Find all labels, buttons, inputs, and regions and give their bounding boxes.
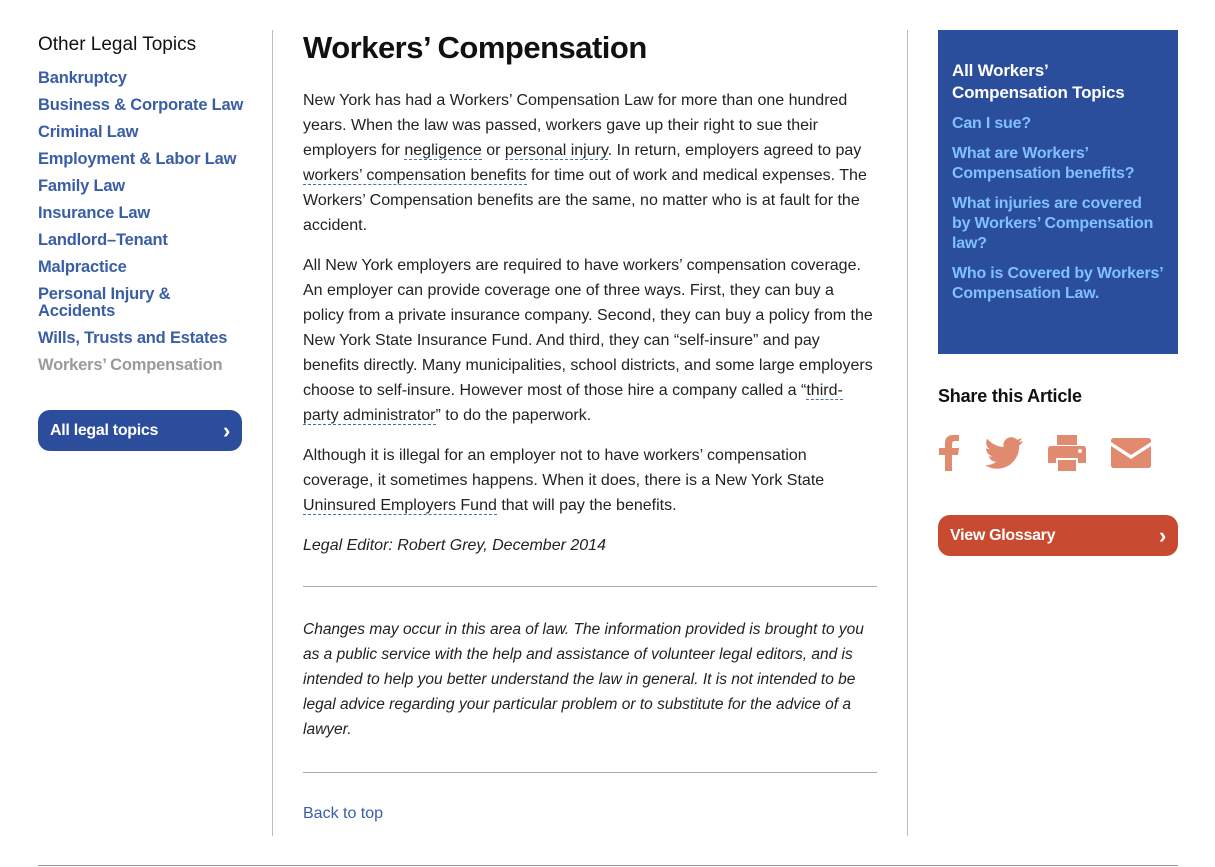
legal-editor-credit: Legal Editor: Robert Grey, December 2014 [303,537,606,554]
paragraph-3 [303,443,878,518]
twitter-icon[interactable] [985,437,1023,469]
sidebar-item-insurance-law[interactable]: Insurance Law [38,204,151,222]
glossary-link-workers-compensation-benefits[interactable]: workers’ compensation benefits [303,167,527,184]
paragraph-2 [303,253,878,428]
glossary-link-third-party-administrator[interactable]: third-party administrator [303,382,843,424]
glossary-link-personal-injury[interactable]: personal injury [504,142,608,159]
chevron-right-icon: › [1158,522,1166,548]
chevron-right-icon: › [222,417,230,443]
text: ” to do the paperwork. [435,407,592,424]
sidebar-item-workers-compensation: Workers’ Compensation [38,356,223,374]
workers-comp-topics-box [938,30,1178,354]
topic-link-who-is-covered[interactable]: Who is Covered by Workers’ Compensation Law. [952,265,1163,302]
text: or [481,142,505,159]
glossary-link-negligence[interactable]: negligence [404,142,482,159]
paragraph-1 [303,88,878,238]
topic-list [38,70,248,374]
topic-link-can-i-sue[interactable]: Can I sue? [952,115,1031,132]
sidebar-item-business-corporate-law[interactable]: Business & Corporate Law [38,96,244,114]
view-glossary-button[interactable] [938,515,1178,556]
all-legal-topics-button[interactable] [38,410,242,451]
text: . In return, employers agreed to pay [607,142,862,159]
disclaimer: Changes may occur in this area of law. The information provided is brought to you as a public service with the help and assistance of volunteer legal editors, and is intended to help you better understand the law in general. It is not intended to be legal advice regarding your particular problem or to substitute for the advice of a lawyer. [303,621,864,738]
left-sidebar [38,34,248,443]
all-legal-topics-label: All legal topics [50,421,159,439]
right-sidebar [938,30,1178,556]
share-buttons [938,435,1178,471]
footer-divider [38,865,1178,866]
sidebar-item-personal-injury[interactable]: Personal Injury & Accidents [38,285,171,320]
sidebar-item-bankruptcy[interactable]: Bankruptcy [38,69,127,87]
sidebar-item-wills-trusts[interactable]: Wills, Trusts and Estates [38,329,228,347]
text: for time out of work and medical expenses. The Workers’ Compensation benefits are the same, no matter who is at fault for the accident. [303,167,867,234]
page-title: Workers’ Compensation [303,30,647,65]
topics-box-title: All Workers’ Compensation Topics [952,61,1125,102]
sidebar-item-criminal-law[interactable]: Criminal Law [38,123,139,141]
divider [303,586,877,587]
sidebar-item-malpractice[interactable]: Malpractice [38,258,127,276]
divider-right [907,30,908,836]
topic-link-benefits[interactable]: What are Workers’ Compensation benefits? [952,145,1135,182]
text: All New York employers are required to have workers’ compensation coverage. An employer can provide coverage one of three ways. First, they can buy a policy from a private insurance company. Second, they can buy a policy from the New York State Insurance Fund. And third, they can “self-insure” and pay benefits directly. Many municipalities, school districts, and some large employers choose to self-insure. However most of those hire a company called a “ [303,257,873,399]
sidebar-item-family-law[interactable]: Family Law [38,177,125,195]
email-icon[interactable] [1111,438,1151,468]
topic-link-injuries-covered[interactable]: What injuries are covered by Workers’ Compensation law? [952,195,1154,252]
view-glossary-label: View Glossary [950,526,1056,544]
divider [303,772,877,773]
text: that will pay the benefits. [496,497,677,514]
facebook-icon[interactable] [938,435,960,471]
print-icon[interactable] [1048,435,1086,471]
sidebar-item-landlord-tenant[interactable]: Landlord–Tenant [38,231,168,249]
share-title: Share this Article [938,386,1082,406]
divider-left [272,30,273,836]
text: New York has had a Workers’ Compensation Law for more than one hundred years. When the law was passed, workers gave up their right to sue their employers for [303,92,848,159]
sidebar-item-employment-labor-law[interactable]: Employment & Labor Law [38,150,237,168]
text: Although it is illegal for an employer not to have workers’ compensation coverage, it sometimes happens. When it does, there is a New York State [303,447,825,489]
glossary-link-uninsured-employers-fund[interactable]: Uninsured Employers Fund [303,497,497,514]
sidebar-heading: Other Legal Topics [38,34,197,55]
article [303,30,878,823]
back-to-top-link[interactable]: Back to top [303,805,384,822]
